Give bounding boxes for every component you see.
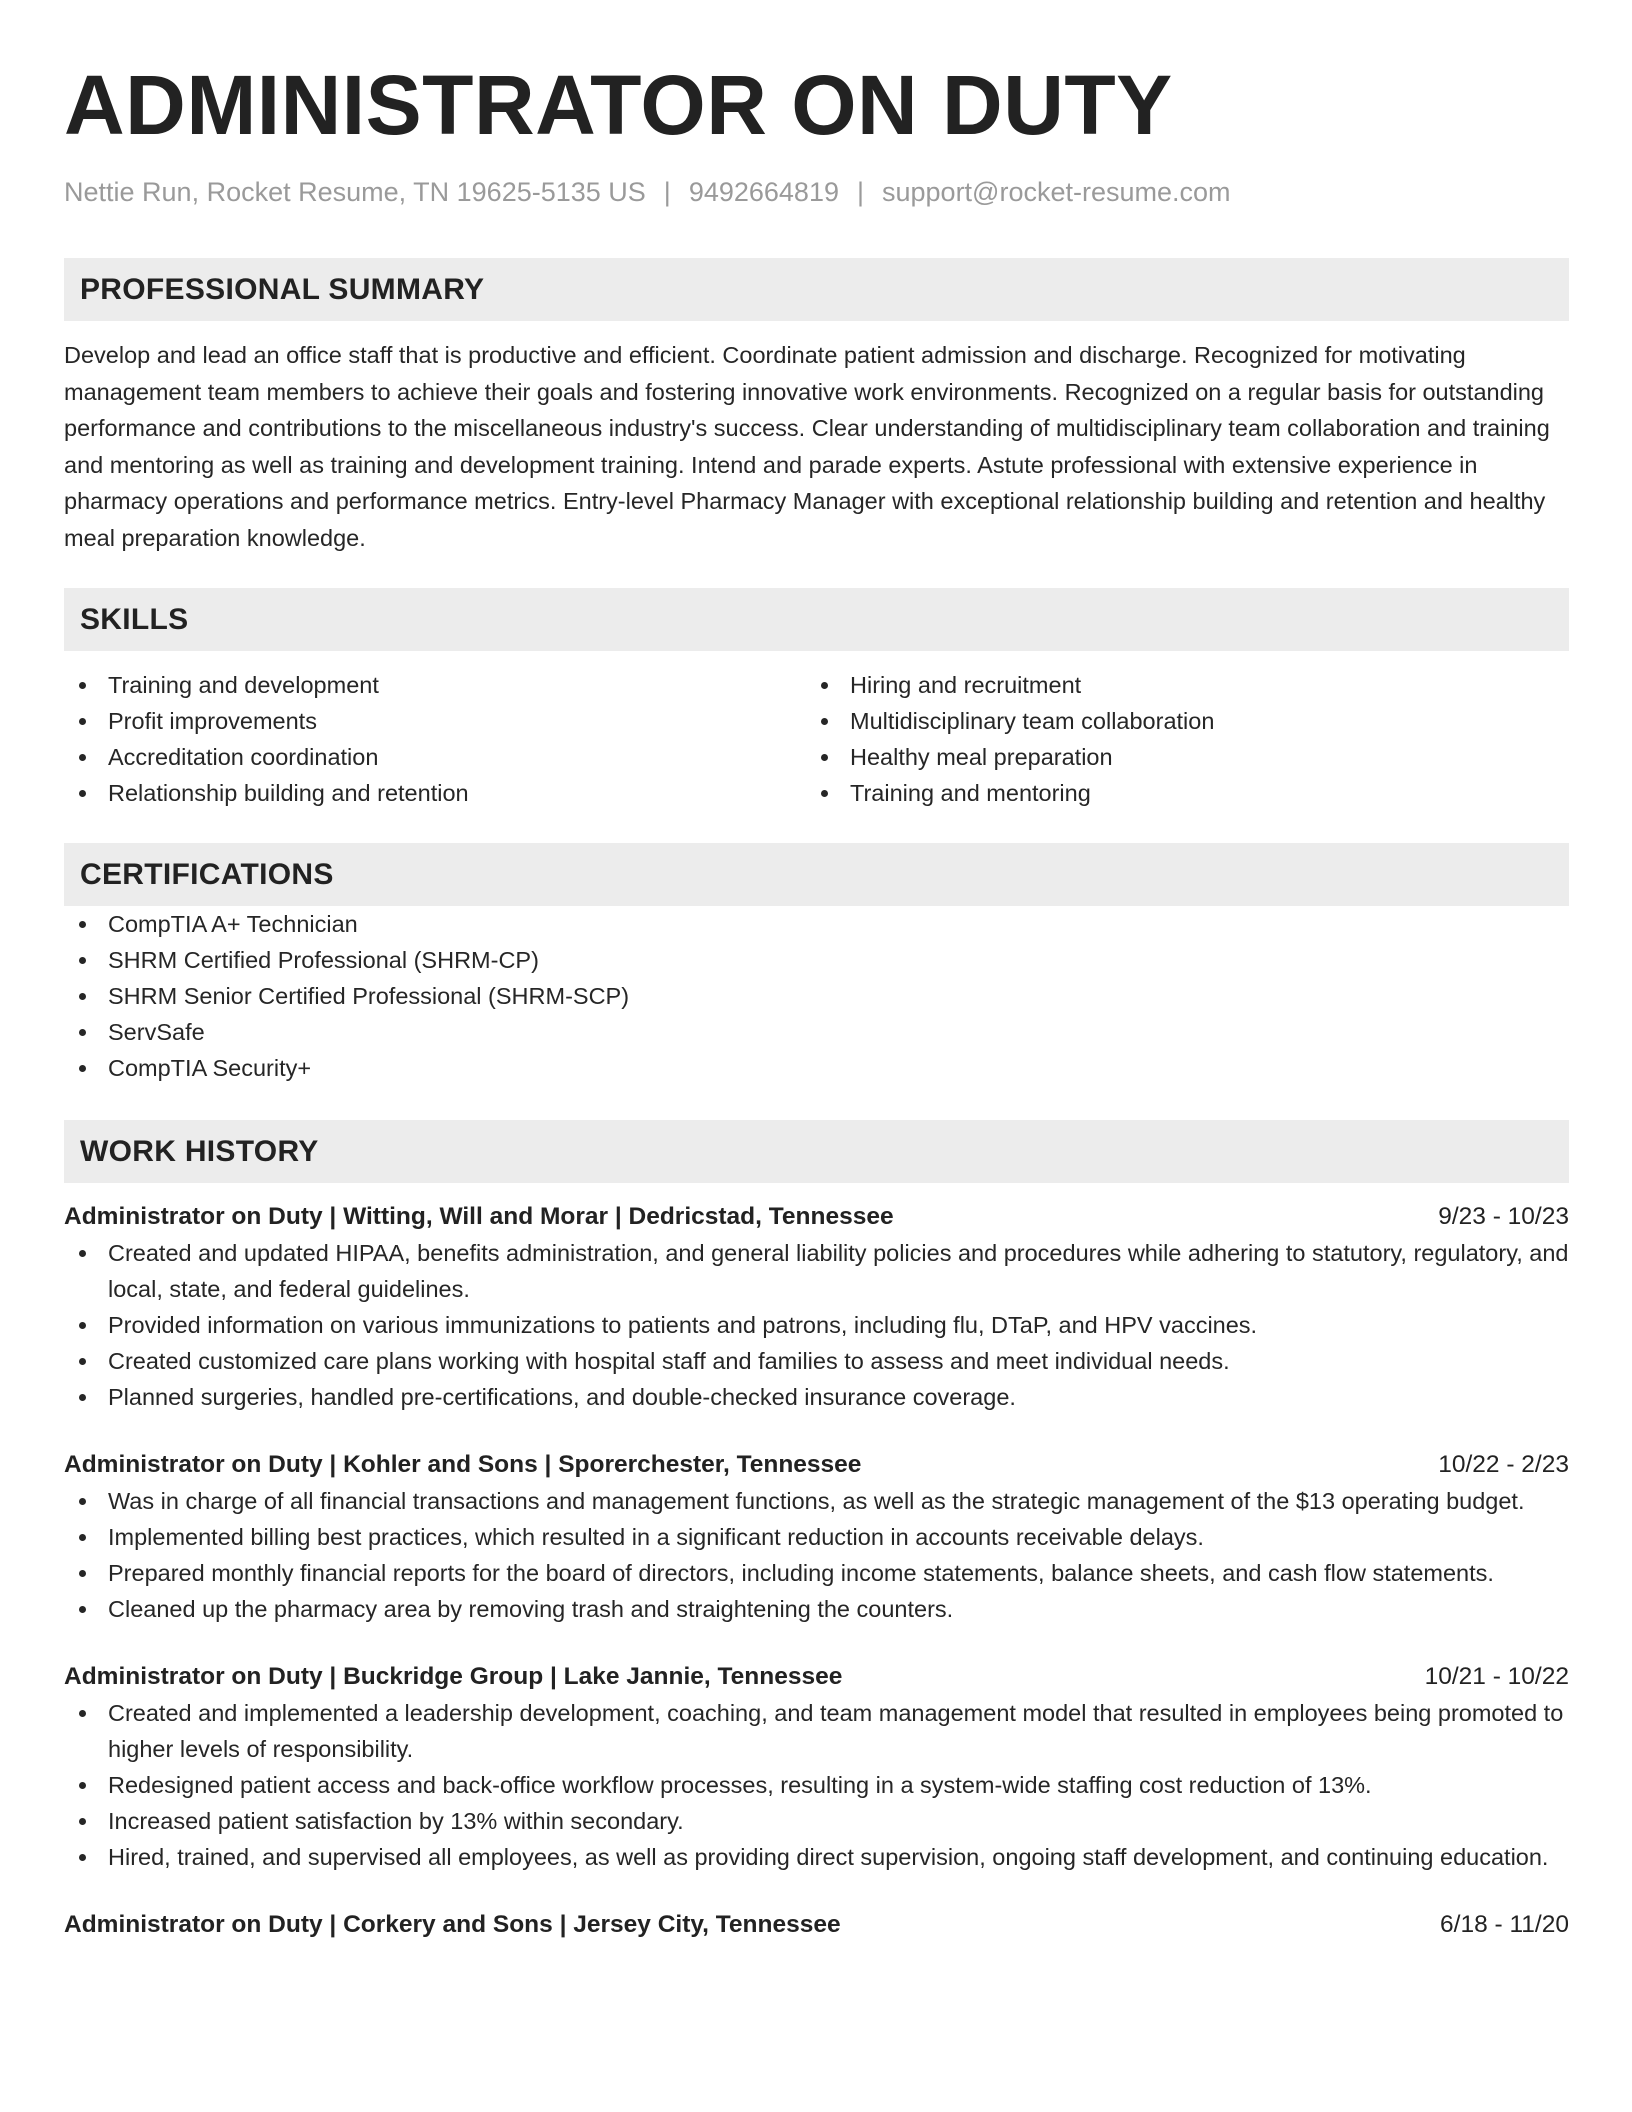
summary-text: Develop and lead an office staff that is productive and efficient. Coordinate patient admission and discharge. Recognized for motivating management team members to achieve their goals and fostering innovative work environments. Recognized on a regular basis for outstanding performance and contributions to the miscellaneous industry's success. Clear understanding of multidisciplinary team collaboration and training and mentoring as well as training and development training. Intend and parade experts. Astute professional with extensive experience in pharmacy operations and performance metrics. Entry-level Pharmacy Manager with exceptional relationship building and retention and healthy meal preparation knowledge. xyxy=(64,342,1550,551)
skill-item: Multidisciplinary team collaboration xyxy=(806,703,1548,739)
skill-item: Relationship building and retention xyxy=(64,775,806,811)
job-bullet: Hired, trained, and supervised all employees, as well as providing direct supervision, ongoing staff development, and continuing education. xyxy=(64,1839,1569,1875)
job-title: Administrator on Duty | Witting, Will and Morar | Dedricstad, Tennessee xyxy=(64,1203,894,1230)
job-bullet-list xyxy=(64,1235,1569,1415)
job-bullet: Increased patient satisfaction by 13% within secondary. xyxy=(64,1803,1569,1839)
skill-item: Healthy meal preparation xyxy=(806,739,1548,775)
job-dates: 9/23 - 10/23 xyxy=(1438,1203,1569,1230)
job-bullet: Created customized care plans working with hospital staff and families to assess and meet individual needs. xyxy=(64,1343,1569,1379)
job-heading-row xyxy=(64,1659,1569,1695)
certification-item: CompTIA A+ Technician xyxy=(64,906,1569,942)
job-entry xyxy=(64,1907,1569,1943)
job-dates: 10/21 - 10/22 xyxy=(1424,1663,1569,1690)
certifications-header: CERTIFICATIONS xyxy=(64,843,1569,906)
job-bullet: Prepared monthly financial reports for the board of directors, including income statements, balance sheets, and cash flow statements. xyxy=(64,1555,1569,1591)
job-entry xyxy=(64,1447,1569,1627)
skill-item: Profit improvements xyxy=(64,703,806,739)
job-title: Administrator on Duty | Kohler and Sons | Sporerchester, Tennessee xyxy=(64,1451,862,1478)
contact-line xyxy=(64,174,1569,210)
certifications-list xyxy=(64,906,1569,1086)
skill-item: Hiring and recruitment xyxy=(806,667,1548,703)
job-heading-row xyxy=(64,1447,1569,1483)
skills-right-list xyxy=(806,667,1548,811)
job-title: Administrator on Duty | Buckridge Group | Lake Jannie, Tennessee xyxy=(64,1663,843,1690)
work-history-header: WORK HISTORY xyxy=(64,1120,1569,1183)
skills-left-list xyxy=(64,667,806,811)
resume-page xyxy=(64,0,1569,1943)
job-bullet: Provided information on various immunizations to patients and patrons, including flu, DTaP, and HPV vaccines. xyxy=(64,1307,1569,1343)
job-entry xyxy=(64,1199,1569,1415)
job-bullet: Planned surgeries, handled pre-certifications, and double-checked insurance coverage. xyxy=(64,1379,1569,1415)
skill-item: Training and mentoring xyxy=(806,775,1548,811)
job-bullet-list xyxy=(64,1695,1569,1875)
contact-address: Nettie Run, Rocket Resume, TN 19625-5135 US xyxy=(64,177,646,207)
skills-columns xyxy=(64,667,1569,811)
skills-header: SKILLS xyxy=(64,588,1569,651)
job-bullet-list xyxy=(64,1483,1569,1627)
resume-name: ADMINISTRATOR ON DUTY xyxy=(64,58,1173,152)
job-bullet: Created and updated HIPAA, benefits administration, and general liability policies and procedures while adhering to statutory, regulatory, and local, state, and federal guidelines. xyxy=(64,1235,1569,1307)
skill-item: Accreditation coordination xyxy=(64,739,806,775)
job-bullet: Was in charge of all financial transactions and management functions, as well as the strategic management of the $13 operating budget. xyxy=(64,1483,1569,1519)
job-dates: 10/22 - 2/23 xyxy=(1438,1451,1569,1478)
job-bullet: Created and implemented a leadership development, coaching, and team management model that resulted in employees being promoted to higher levels of responsibility. xyxy=(64,1695,1569,1767)
job-dates: 6/18 - 11/20 xyxy=(1440,1911,1569,1938)
certification-item: SHRM Certified Professional (SHRM-CP) xyxy=(64,942,1569,978)
job-heading-row xyxy=(64,1199,1569,1235)
certification-item: SHRM Senior Certified Professional (SHRM-SCP) xyxy=(64,978,1569,1014)
contact-separator: | xyxy=(856,177,864,207)
job-bullet: Implemented billing best practices, which resulted in a significant reduction in accounts receivable delays. xyxy=(64,1519,1569,1555)
contact-phone: 9492664819 xyxy=(688,177,839,207)
job-bullet: Redesigned patient access and back-office workflow processes, resulting in a system-wide staffing cost reduction of 13%. xyxy=(64,1767,1569,1803)
job-heading-row xyxy=(64,1907,1569,1943)
certification-item: CompTIA Security+ xyxy=(64,1050,1569,1086)
contact-email: support@rocket-resume.com xyxy=(882,177,1231,207)
job-bullet: Cleaned up the pharmacy area by removing trash and straightening the counters. xyxy=(64,1591,1569,1627)
job-title: Administrator on Duty | Corkery and Sons | Jersey City, Tennessee xyxy=(64,1911,841,1938)
job-entry xyxy=(64,1659,1569,1875)
certification-item: ServSafe xyxy=(64,1014,1569,1050)
skill-item: Training and development xyxy=(64,667,806,703)
summary-header: PROFESSIONAL SUMMARY xyxy=(64,258,1569,321)
contact-separator: | xyxy=(663,177,671,207)
